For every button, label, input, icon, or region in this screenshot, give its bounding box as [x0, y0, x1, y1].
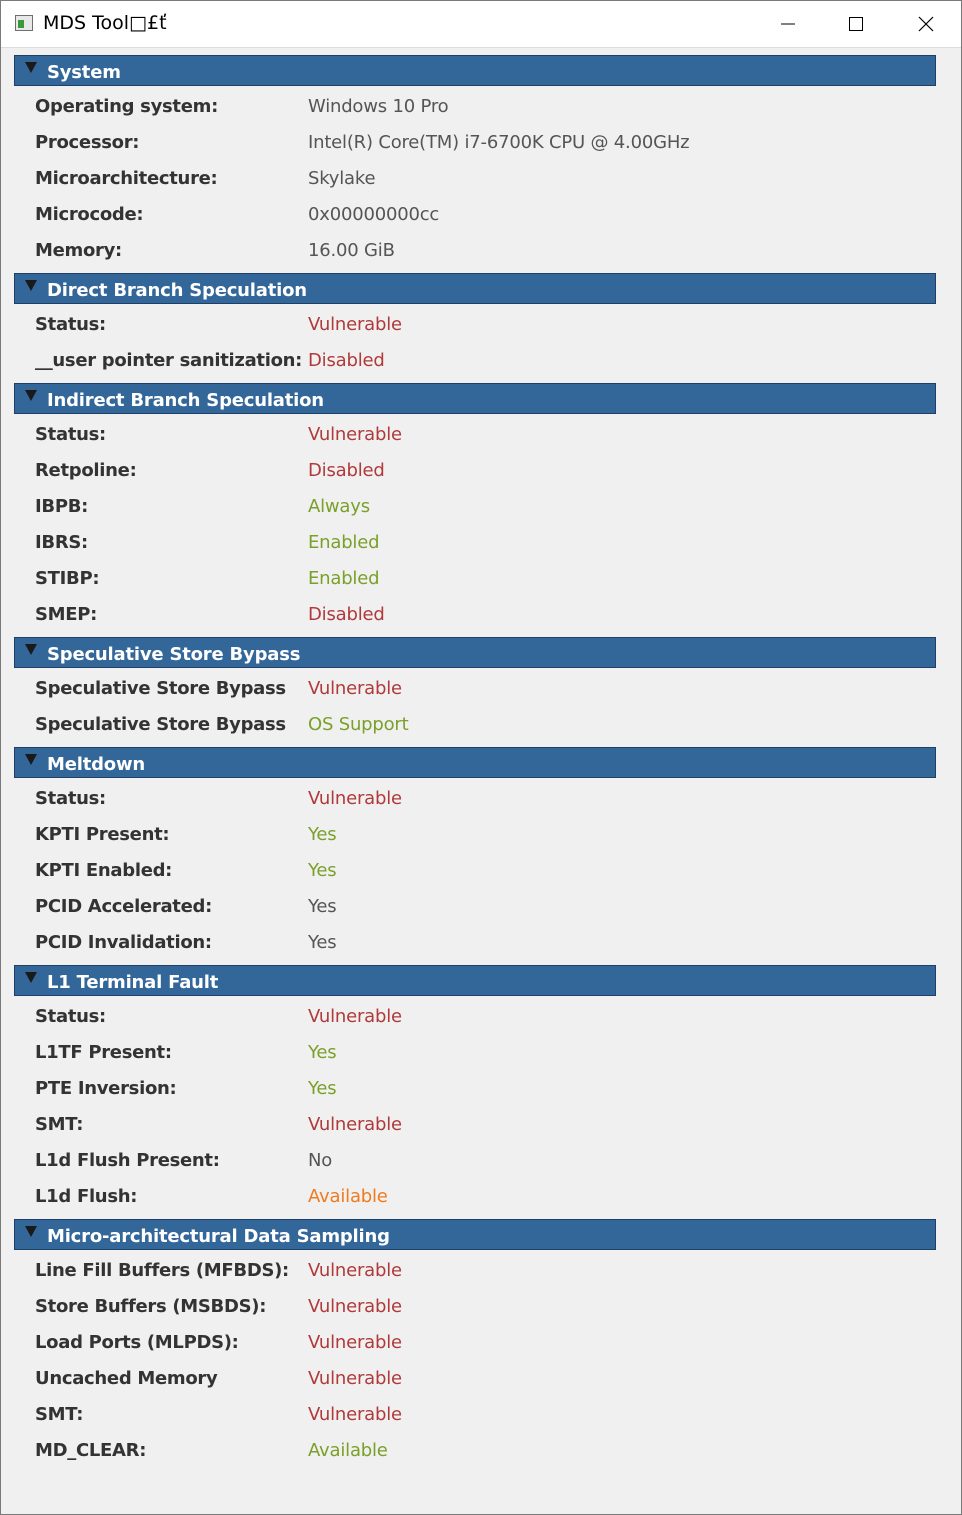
- info-label: IBPB:: [35, 496, 89, 517]
- collapse-triangle-icon[interactable]: [25, 390, 37, 401]
- info-value: OS Support: [308, 714, 409, 735]
- info-row: [14, 89, 936, 125]
- collapse-triangle-icon[interactable]: [25, 754, 37, 765]
- info-row: [14, 233, 936, 269]
- info-value: 0x00000000cc: [308, 204, 440, 225]
- info-label: SMT:: [35, 1404, 84, 1425]
- info-row: [14, 925, 936, 961]
- info-row: [14, 889, 936, 925]
- info-value: No: [308, 1150, 333, 1171]
- info-label: L1d Flush Present:: [35, 1150, 220, 1171]
- info-row: [14, 489, 936, 525]
- section: [14, 1219, 936, 1469]
- info-label: SMT:: [35, 1114, 84, 1135]
- info-row: [14, 417, 936, 453]
- info-value: Always: [308, 496, 370, 517]
- info-row: [14, 1325, 936, 1361]
- info-value: Yes: [308, 860, 337, 881]
- info-label: Load Ports (MLPDS):: [35, 1332, 239, 1353]
- info-label: PCID Accelerated:: [35, 896, 212, 917]
- info-row: [14, 125, 936, 161]
- info-value: Disabled: [308, 350, 385, 371]
- info-value: Vulnerable: [308, 1332, 402, 1353]
- info-value: Vulnerable: [308, 1114, 402, 1135]
- section-header[interactable]: [14, 55, 936, 86]
- info-value: Yes: [308, 1042, 337, 1063]
- collapse-triangle-icon[interactable]: [25, 1226, 37, 1237]
- info-label: Status:: [35, 1006, 106, 1027]
- info-value: Vulnerable: [308, 678, 402, 699]
- info-row: [14, 161, 936, 197]
- close-icon: [918, 16, 934, 32]
- info-value: Enabled: [308, 568, 380, 589]
- section: [14, 273, 936, 379]
- info-row: [14, 707, 936, 743]
- maximize-button[interactable]: [821, 1, 891, 47]
- section-title: Meltdown: [47, 754, 145, 775]
- info-label: Retpoline:: [35, 460, 137, 481]
- section-header[interactable]: [14, 1219, 936, 1250]
- section: [14, 965, 936, 1215]
- info-row: [14, 999, 936, 1035]
- info-row: [14, 597, 936, 633]
- info-value: Vulnerable: [308, 1404, 402, 1425]
- info-label: Line Fill Buffers (MFBDS):: [35, 1260, 289, 1281]
- info-row: [14, 1035, 936, 1071]
- info-value: Skylake: [308, 168, 376, 189]
- info-value: Vulnerable: [308, 424, 402, 445]
- info-label: L1d Flush:: [35, 1186, 138, 1207]
- info-value: 16.00 GiB: [308, 240, 395, 261]
- info-label: L1TF Present:: [35, 1042, 172, 1063]
- info-value: Disabled: [308, 460, 385, 481]
- minimize-icon: [780, 16, 796, 32]
- info-value: Yes: [308, 1078, 337, 1099]
- info-label: Speculative Store Bypass: [35, 678, 286, 699]
- info-label: IBRS:: [35, 532, 88, 553]
- app-window-icon[interactable]: [15, 15, 33, 31]
- maximize-icon: [848, 16, 864, 32]
- section-header[interactable]: [14, 273, 936, 304]
- info-label: Uncached Memory: [35, 1368, 218, 1389]
- info-label: __user pointer sanitization:: [35, 350, 303, 371]
- info-label: STIBP:: [35, 568, 100, 589]
- section-title: Direct Branch Speculation: [47, 280, 307, 301]
- collapse-triangle-icon[interactable]: [25, 62, 37, 73]
- info-label: Status:: [35, 424, 106, 445]
- info-row: [14, 343, 936, 379]
- section: [14, 55, 936, 269]
- section: [14, 383, 936, 633]
- info-value: Available: [308, 1186, 388, 1207]
- close-button[interactable]: [891, 1, 961, 47]
- info-row: [14, 1397, 936, 1433]
- info-row: [14, 853, 936, 889]
- info-row: [14, 1071, 936, 1107]
- info-value: Vulnerable: [308, 1006, 402, 1027]
- info-label: Memory:: [35, 240, 122, 261]
- info-value: Enabled: [308, 532, 380, 553]
- info-label: Status:: [35, 788, 106, 809]
- collapse-triangle-icon[interactable]: [25, 644, 37, 655]
- info-row: [14, 197, 936, 233]
- info-row: [14, 525, 936, 561]
- info-label: KPTI Enabled:: [35, 860, 173, 881]
- report-content: [14, 55, 936, 1473]
- info-label: Processor:: [35, 132, 140, 153]
- info-value: Available: [308, 1440, 388, 1461]
- info-label: Speculative Store Bypass: [35, 714, 286, 735]
- info-value: Yes: [308, 932, 337, 953]
- info-label: MD_CLEAR:: [35, 1440, 147, 1461]
- info-row: [14, 1179, 936, 1215]
- info-row: [14, 1361, 936, 1397]
- info-label: Microcode:: [35, 204, 144, 225]
- info-value: Vulnerable: [308, 788, 402, 809]
- info-row: [14, 453, 936, 489]
- info-value: Intel(R) Core(TM) i7-6700K CPU @ 4.00GHz: [308, 132, 690, 153]
- info-value: Vulnerable: [308, 1296, 402, 1317]
- info-value: Vulnerable: [308, 314, 402, 335]
- info-value: Yes: [308, 824, 337, 845]
- info-row: [14, 1253, 936, 1289]
- info-row: [14, 1107, 936, 1143]
- info-value: Vulnerable: [308, 1260, 402, 1281]
- info-value: Vulnerable: [308, 1368, 402, 1389]
- info-row: [14, 671, 936, 707]
- section-header[interactable]: [14, 965, 936, 996]
- info-label: Microarchitecture:: [35, 168, 218, 189]
- collapse-triangle-icon[interactable]: [25, 280, 37, 291]
- section-title: Micro-architectural Data Sampling: [47, 1226, 390, 1247]
- section: [14, 747, 936, 961]
- minimize-button[interactable]: [753, 1, 823, 47]
- title-bar[interactable]: [1, 1, 961, 48]
- info-label: SMEP:: [35, 604, 98, 625]
- section-title: Indirect Branch Speculation: [47, 390, 324, 411]
- info-value: Windows 10 Pro: [308, 96, 449, 117]
- info-row: [14, 561, 936, 597]
- info-row: [14, 307, 936, 343]
- info-label: Operating system:: [35, 96, 218, 117]
- info-row: [14, 781, 936, 817]
- info-row: [14, 1433, 936, 1469]
- info-label: Store Buffers (MSBDS):: [35, 1296, 267, 1317]
- section-title: System: [47, 62, 121, 83]
- collapse-triangle-icon[interactable]: [25, 972, 37, 983]
- info-row: [14, 1143, 936, 1179]
- info-row: [14, 817, 936, 853]
- section-title: Speculative Store Bypass: [47, 644, 301, 665]
- section-header[interactable]: [14, 637, 936, 668]
- section-header[interactable]: [14, 383, 936, 414]
- info-row: [14, 1289, 936, 1325]
- info-label: Status:: [35, 314, 106, 335]
- info-label: PTE Inversion:: [35, 1078, 177, 1099]
- info-label: PCID Invalidation:: [35, 932, 212, 953]
- section-header[interactable]: [14, 747, 936, 778]
- window-title: MDS Tool□£ť: [43, 12, 167, 34]
- section: [14, 637, 936, 743]
- info-label: KPTI Present:: [35, 824, 170, 845]
- info-value: Yes: [308, 896, 337, 917]
- section-title: L1 Terminal Fault: [47, 972, 219, 993]
- info-value: Disabled: [308, 604, 385, 625]
